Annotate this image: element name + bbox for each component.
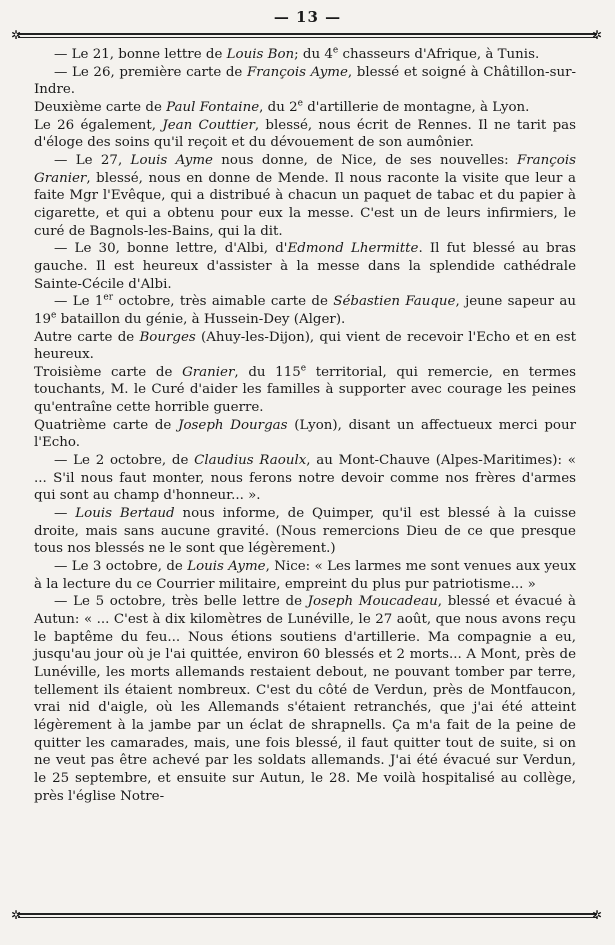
- paragraph: [34, 593, 576, 805]
- name-text: Granier: [182, 364, 235, 380]
- paragraph: [34, 329, 576, 364]
- paragraph: [34, 46, 576, 64]
- name-text: Edmond Lhermitte: [287, 241, 419, 257]
- top-rule: [18, 33, 597, 35]
- name-text: Claudius Raoulx: [194, 453, 307, 469]
- name-text: François Granier: [34, 152, 576, 186]
- paragraph-text: , blessé et évacué à Autun: « ... C'est à dix kilomètres de Lunéville, le 27 août, que nous avons reçu le baptême du feu... Nous étions soutiens d'artillerie. Ma compagnie a eu, jusqu'au jour où je l'ai quittée, environ 60 blessés et 2 morts... A Mont, près de Lunéville, les morts allemands restaient debout, ne pouvant tomber par terre, tellement ils étaient nombreux. C'est du côté de Verdun, près de Montfaucon, vrai nid d'aigle, où les Allemands s'étaient retranchés, que j'ai été atteint légèrement à la jambe par un éclat de shrapnells. Ça m'a fait de la peine de quitter les camarades, mais, une fois blessé, il faut quitter tout de suite, si on ne veut pas être achevé par les soldats allemands. J'ai été évacué sur Verdun, le 25 septembre, et ensuite sur Autun, le 28. Me voilà hospitalisé au collège, près l'église Notre-: [34, 594, 576, 804]
- bottom-rule: [18, 913, 597, 915]
- paragraph: [34, 417, 576, 452]
- paragraph-text: , du 2: [259, 99, 298, 115]
- paragraph-text: Autre carte de: [34, 329, 140, 345]
- paragraph-text: (Ahuy-les-Dijon), qui vient de recevoir l'Echo et en est heureux.: [34, 329, 576, 363]
- paragraph-text: Quatrième carte de: [34, 417, 179, 433]
- paragraph-text: — Le 2 octobre, de: [54, 453, 195, 469]
- paragraph-text: territorial, qui remercie, en termes touchants, M. le Curé d'aider les familles à supporter avec courage les peines qu'entraîne cette horrible guerre.: [34, 364, 576, 416]
- name-text: Joseph Dourgas: [178, 417, 288, 433]
- paragraph: [34, 152, 576, 240]
- paragraph-text: — Le 30, bonne lettre, d'Albi, d': [54, 241, 288, 257]
- paragraph: [34, 364, 576, 417]
- paragraph-text: , blessé et soigné à Châtillon-sur-Indre.: [34, 64, 577, 98]
- corner-ornament-icon: ✲: [591, 908, 603, 922]
- paragraph: [34, 64, 576, 99]
- superscript-text: e: [300, 363, 307, 374]
- paragraph-text: , au Mont-Chauve (Alpes-Maritimes): « ... S'il nous faut monter, nous ferons notre devoir comme nos frères d'armes qui sont au champ d'honneur... ».: [34, 453, 576, 504]
- superscript-text: e: [51, 310, 57, 321]
- superscript-text: er: [103, 292, 114, 303]
- paragraph-text: , blessé, nous en donne de Mende. Il nous raconte la visite que leur a faite Mgr l'Evêque, qui a distribué à chacun un paquet de tabac et du papier à cigarette, et qui a obtenu pour eux la messe. C'est un de leurs infirmiers, le curé de Bagnols-les-Bains, qui la dit.: [34, 170, 576, 239]
- paragraph-text: — Le 3 octobre, de: [54, 559, 188, 575]
- paragraph-text: nous informe, de Quimper, qu'il est blessé à la cuisse droite, mais sans aucune gravité. (Nous remercions Dieu de ce que presque tous nos blessés ne le sont que légèrement.): [34, 506, 576, 557]
- corner-ornament-icon: ✲: [591, 28, 603, 42]
- corner-ornament-icon: ✲: [10, 28, 22, 42]
- paragraph-text: —: [54, 506, 76, 522]
- paragraph-text: Troisième carte de: [34, 364, 183, 380]
- paragraph-text: Le 26 également,: [34, 117, 163, 133]
- paragraph: [34, 240, 576, 293]
- name-text: Sébastien Fauque: [333, 294, 456, 310]
- paragraph: [34, 117, 576, 152]
- paragraph-text: , jeune sapeur au 19: [34, 294, 577, 327]
- paragraph-text: octobre, très aimable carte de: [113, 294, 334, 310]
- page-number: — 13 —: [273, 8, 342, 26]
- name-text: Louis Ayme: [130, 152, 213, 168]
- paragraph-text: bataillon du génie, à Hussein-Dey (Alger).: [56, 311, 346, 327]
- paragraph-text: nous donne, de Nice, de ses nouvelles:: [212, 152, 517, 168]
- name-text: Jean Couttier: [162, 117, 255, 133]
- paragraph: [34, 505, 576, 558]
- paragraph-text: , Nice: « Les larmes me sont venues aux yeux à la lecture du ce Courrier militaire, empreint du plus pur patriotisme... »: [34, 559, 576, 592]
- paragraph-text: (Lyon), disant un affectueux merci pour l'Echo.: [34, 417, 576, 451]
- name-text: Louis Ayme: [187, 559, 266, 575]
- superscript-text: e: [297, 98, 303, 109]
- name-text: Louis Bon: [226, 47, 295, 62]
- name-text: François Ayme: [246, 64, 348, 80]
- paragraph: [34, 452, 576, 505]
- name-text: Paul Fontaine: [166, 99, 260, 115]
- paragraph-text: — Le 21, bonne lettre de: [54, 47, 227, 62]
- paragraph-text: , blessé, nous écrit de Rennes. Il ne tarit pas d'éloge des soins qu'il reçoit et du dévouement de son aumônier.: [34, 117, 576, 151]
- bottom-rule-thin: [18, 917, 597, 918]
- paragraph-text: — Le 5 octobre, très belle lettre de: [54, 594, 308, 610]
- paragraph-text: Deuxième carte de: [34, 99, 167, 115]
- paragraph-text: , du 115: [234, 364, 301, 380]
- paragraph-text: — Le 1: [54, 294, 104, 310]
- paragraph: [34, 558, 576, 593]
- paragraph-text: . Il fut blessé au bras gauche. Il est heureux d'assister à la messe dans la splendide cathédrale Sainte-Cécile d'Albi.: [34, 241, 576, 292]
- paragraph: [34, 99, 576, 117]
- superscript-text: e: [332, 45, 339, 56]
- name-text: Louis Bertaud: [75, 506, 175, 522]
- name-text: Joseph Moucadeau: [307, 594, 438, 610]
- body-text: [34, 46, 576, 805]
- top-rule-thin: [18, 37, 597, 38]
- paragraph-text: chasseurs d'Afrique, à Tunis.: [338, 47, 540, 62]
- paragraph-text: — Le 26, première carte de: [54, 64, 247, 80]
- paragraph-text: d'artillerie de montagne, à Lyon.: [302, 99, 530, 115]
- corner-ornament-icon: ✲: [10, 908, 22, 922]
- paragraph: [34, 293, 576, 328]
- name-text: Bourges: [139, 329, 196, 345]
- paragraph-text: ; du 4: [294, 47, 333, 62]
- paragraph-text: — Le 27,: [54, 152, 131, 168]
